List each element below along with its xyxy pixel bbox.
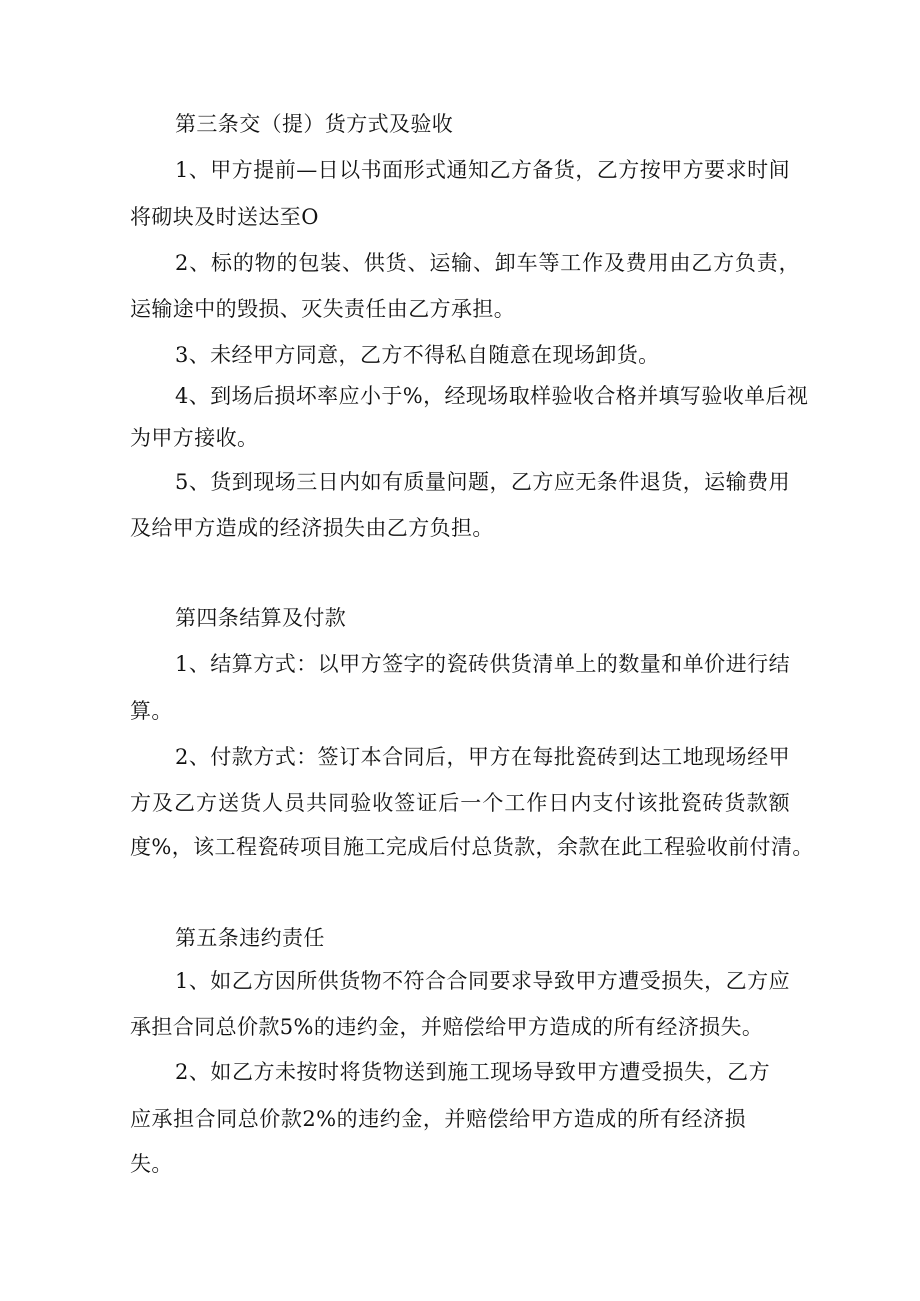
paragraph-line: 1、结算方式：以甲方签字的瓷砖供货清单上的数量和单价进行结 bbox=[175, 652, 790, 676]
paragraph-line: 2、付款方式：签订本合同后，甲方在每批瓷砖到达工地现场经甲 bbox=[175, 745, 790, 769]
section-heading: 第四条结算及付款 bbox=[175, 606, 347, 630]
paragraph-line: 应承担合同总价款2%的违约金，并赔偿给甲方造成的所有经济损 bbox=[130, 1107, 746, 1131]
paragraph-line: 失。 bbox=[130, 1152, 173, 1176]
paragraph-line: 度%，该工程瓷砖项目施工完成后付总货款，余款在此工程验收前付清。 bbox=[130, 835, 814, 859]
paragraph-line: 运输途中的毁损、灭失责任由乙方承担。 bbox=[130, 297, 516, 321]
paragraph-line: 2、标的物的包装、供货、运输、卸车等工作及费用由乙方负责， bbox=[175, 251, 800, 275]
paragraph-line: 及给甲方造成的经济损失由乙方负担。 bbox=[130, 516, 494, 540]
paragraph-line: 2、如乙方未按时将货物送到施工现场导致甲方遭受损失，乙方 bbox=[175, 1060, 770, 1084]
paragraph-line: 为甲方接收。 bbox=[130, 426, 259, 450]
section-heading: 第五条违约责任 bbox=[175, 926, 325, 950]
paragraph-line: 1、如乙方因所供货物不符合合同要求导致甲方遭受损失，乙方应 bbox=[175, 969, 790, 993]
paragraph-line: 承担合同总价款5%的违约金，并赔偿给甲方造成的所有经济损失。 bbox=[130, 1015, 764, 1039]
paragraph-line: 方及乙方送货人员共同验收签证后一个工作日内支付该批瓷砖货款额 bbox=[130, 791, 790, 815]
paragraph-line: 算。 bbox=[130, 699, 173, 723]
paragraph-line: 将砌块及时送达至O bbox=[130, 205, 319, 229]
paragraph-line: 3、未经甲方同意，乙方不得私自随意在现场卸货。 bbox=[175, 343, 660, 367]
paragraph-line: 1、甲方提前—日以书面形式通知乙方备货，乙方按甲方要求时间 bbox=[175, 158, 790, 182]
section-heading: 第三条交（提）货方式及验收 bbox=[175, 112, 454, 136]
paragraph-line: 5、货到现场三日内如有质量问题，乙方应无条件退货，运输费用 bbox=[175, 470, 790, 494]
paragraph-line: 4、到场后损坏率应小于%，经现场取样验收合格并填写验收单后视 bbox=[175, 384, 809, 408]
